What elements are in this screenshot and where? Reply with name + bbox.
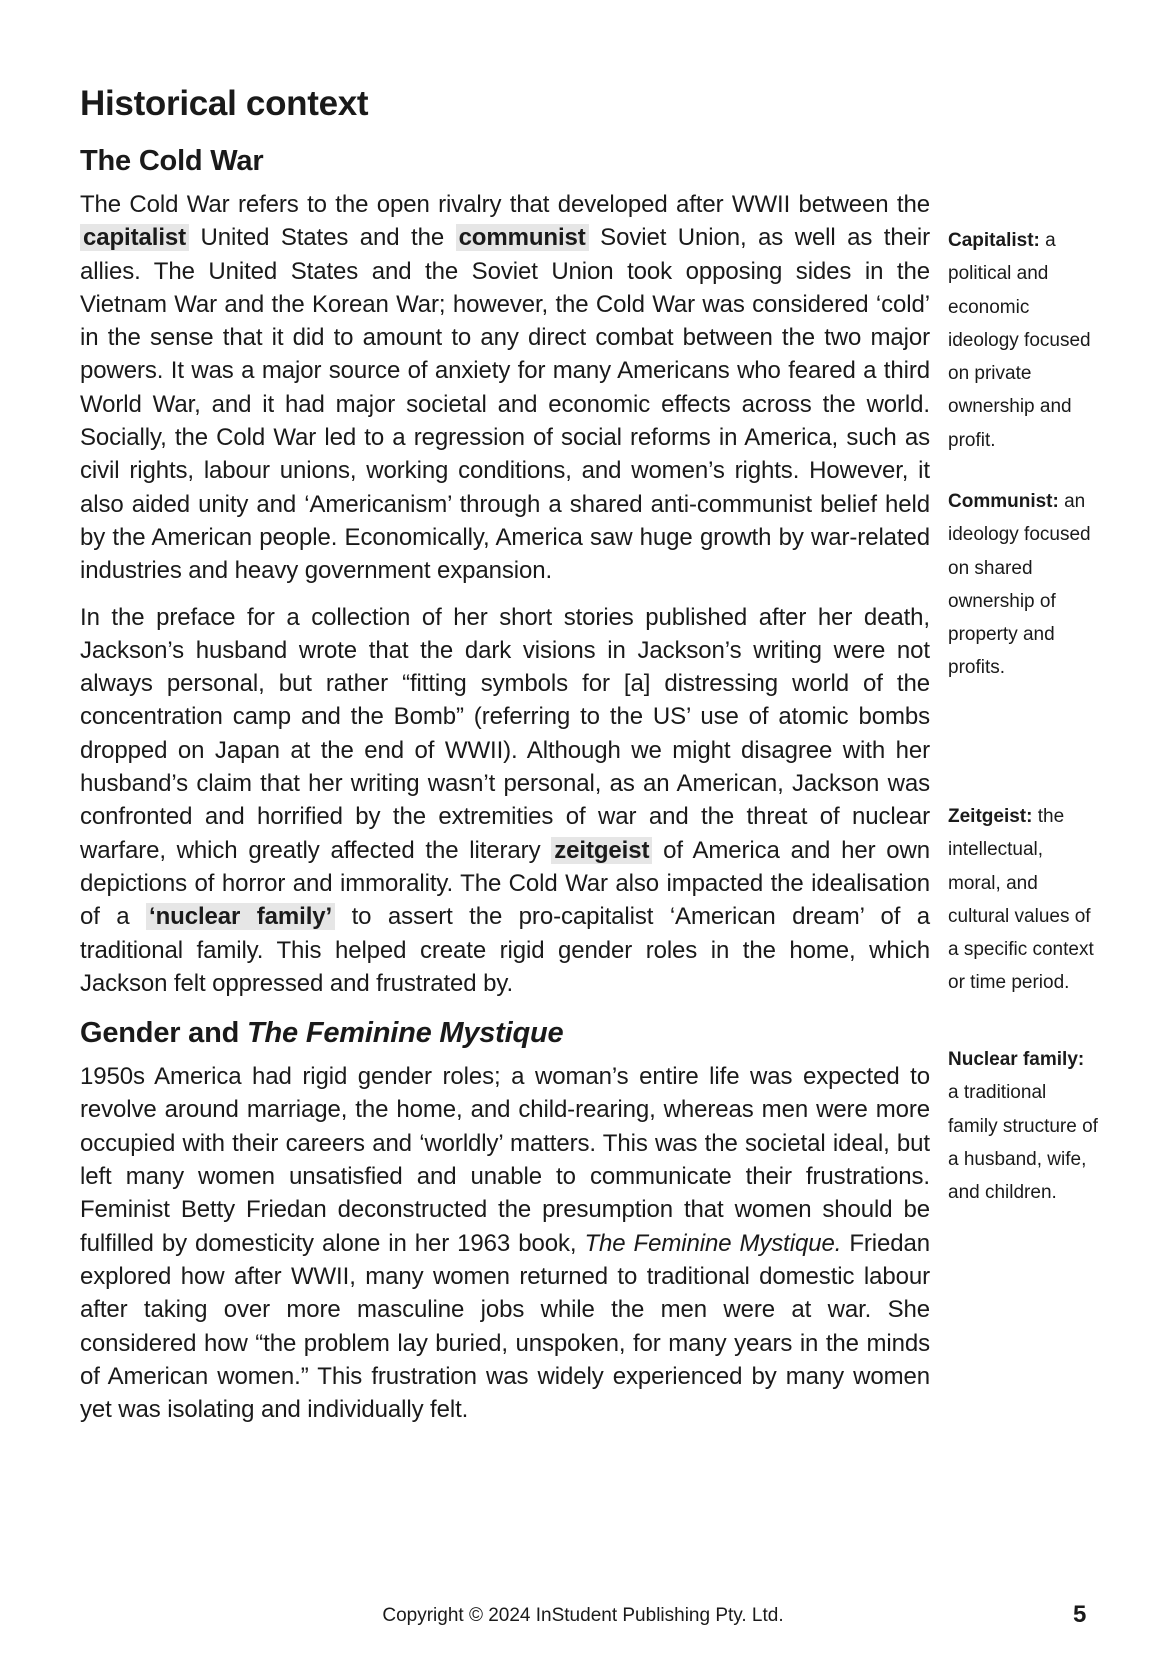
paragraph-cold-war-1 [80,188,930,588]
keyword-capitalist: capitalist [80,224,189,251]
section-title-gender [80,1012,930,1054]
keyword-communist: communist [456,224,589,251]
glossary-term: Communist: [948,491,1059,512]
glossary-term: Nuclear family: [948,1049,1085,1070]
glossary-definition: a political and economic ideology focused on private ownership and profit. [948,230,1091,451]
glossary-term: Capitalist: [948,230,1040,251]
text-run: Friedan explored how after WWII, many women returned to traditional domestic labour after taking over more masculine jobs while the men were at war. She considered how “the problem lay buried, unspoken, for many years in the minds of American women.” This frustration was widely experienced by many women yet was isolating and individually felt. [80,1229,931,1424]
glossary-nuclear-family [948,1043,1098,1209]
glossary-zeitgeist [948,800,1098,1000]
book-title: The Feminine Mystique. [584,1229,842,1257]
page-number: 5 [1073,1601,1087,1628]
text-run: In the preface for a collection of her short stories published after her death, Jackson’s husband wrote that the dark visions in Jackson’s writing were not always personal, but rather “fitting symbols for [a] distressing world of the concentration camp and the Bomb” (referring to the US’ use of atomic bombs dropped on Japan at the end of WWII). Although we might disagree with her husband’s claim that her writing wasn’t personal, as an American, Jackson was confronted and horrified by the extremities of war and the threat of nuclear warfare, which greatly affected the literary [80,603,930,864]
text-run: 1950s America had rigid gender roles; a woman’s entire life was expected to revolve around marriage, the home, and child-rearing, whereas men were more occupied with their careers and ‘worldly’ matters. This was the societal ideal, but left many women unsatisfied and unable to communicate their frustrations. Feminist Betty Friedan deconstructed the presumption that women should be fulfilled by domesticity alone in her 1963 book, [80,1063,930,1257]
paragraph-gender-1 [80,1060,930,1426]
glossary-capitalist [948,224,1098,457]
text-run: of America and her own depictions of horror and immorality. The Cold War also impacted the idealisation of a [80,836,931,931]
glossary-definition: a traditional family structure of a husband, wife, and children. [948,1082,1098,1204]
text-run: to assert the pro-capitalist ‘American dream’ of a traditional family. This helped create rigid gender roles in the home, which Jackson felt oppressed and frustrated by. [80,903,931,997]
title-run: Gender and [80,1017,247,1050]
glossary-definition: an ideology focused on shared ownership of property and profits. [948,491,1091,679]
text-run: The Cold War refers to the open rivalry that developed after WWII between the [80,191,930,218]
text-run: United States and the [189,224,456,252]
glossary-definition: the intellectual, moral, and cultural values of a specific context or time period. [948,806,1094,994]
keyword-nuclear-family: ‘nuclear family’ [146,903,335,930]
glossary-term: Zeitgeist: [948,806,1033,827]
paragraph-cold-war-2 [80,601,930,1001]
section-title-cold-war: The Cold War [80,145,264,177]
page-heading: Historical context [80,84,369,123]
text-run: Soviet Union, as well as their allies. The United States and the Soviet Union took opposing sides in the Vietnam War and the Korean War; however, the Cold War was considered ‘cold’ in the sense that it did to amount to any direct combat between the two major powers. It was a major source of anxiety for many Americans who feared a third World War, and it had major societal and economic effects across the world. Socially, the Cold War led to a regression of social reforms in America, such as civil rights, labour unions, working conditions, and women’s rights. However, it also aided unity and ‘Americanism’ through a shared anti-communist belief held by the American people. Economically, America saw huge growth by war-related industries and heavy government expansion. [80,224,930,585]
title-book-name: The Feminine Mystique [247,1017,564,1050]
main-content [80,78,930,1426]
glossary-communist [948,485,1098,685]
copyright-notice: Copyright © 2024 InStudent Publishing Pty. Ltd. [382,1605,784,1626]
keyword-zeitgeist: zeitgeist [551,837,652,864]
